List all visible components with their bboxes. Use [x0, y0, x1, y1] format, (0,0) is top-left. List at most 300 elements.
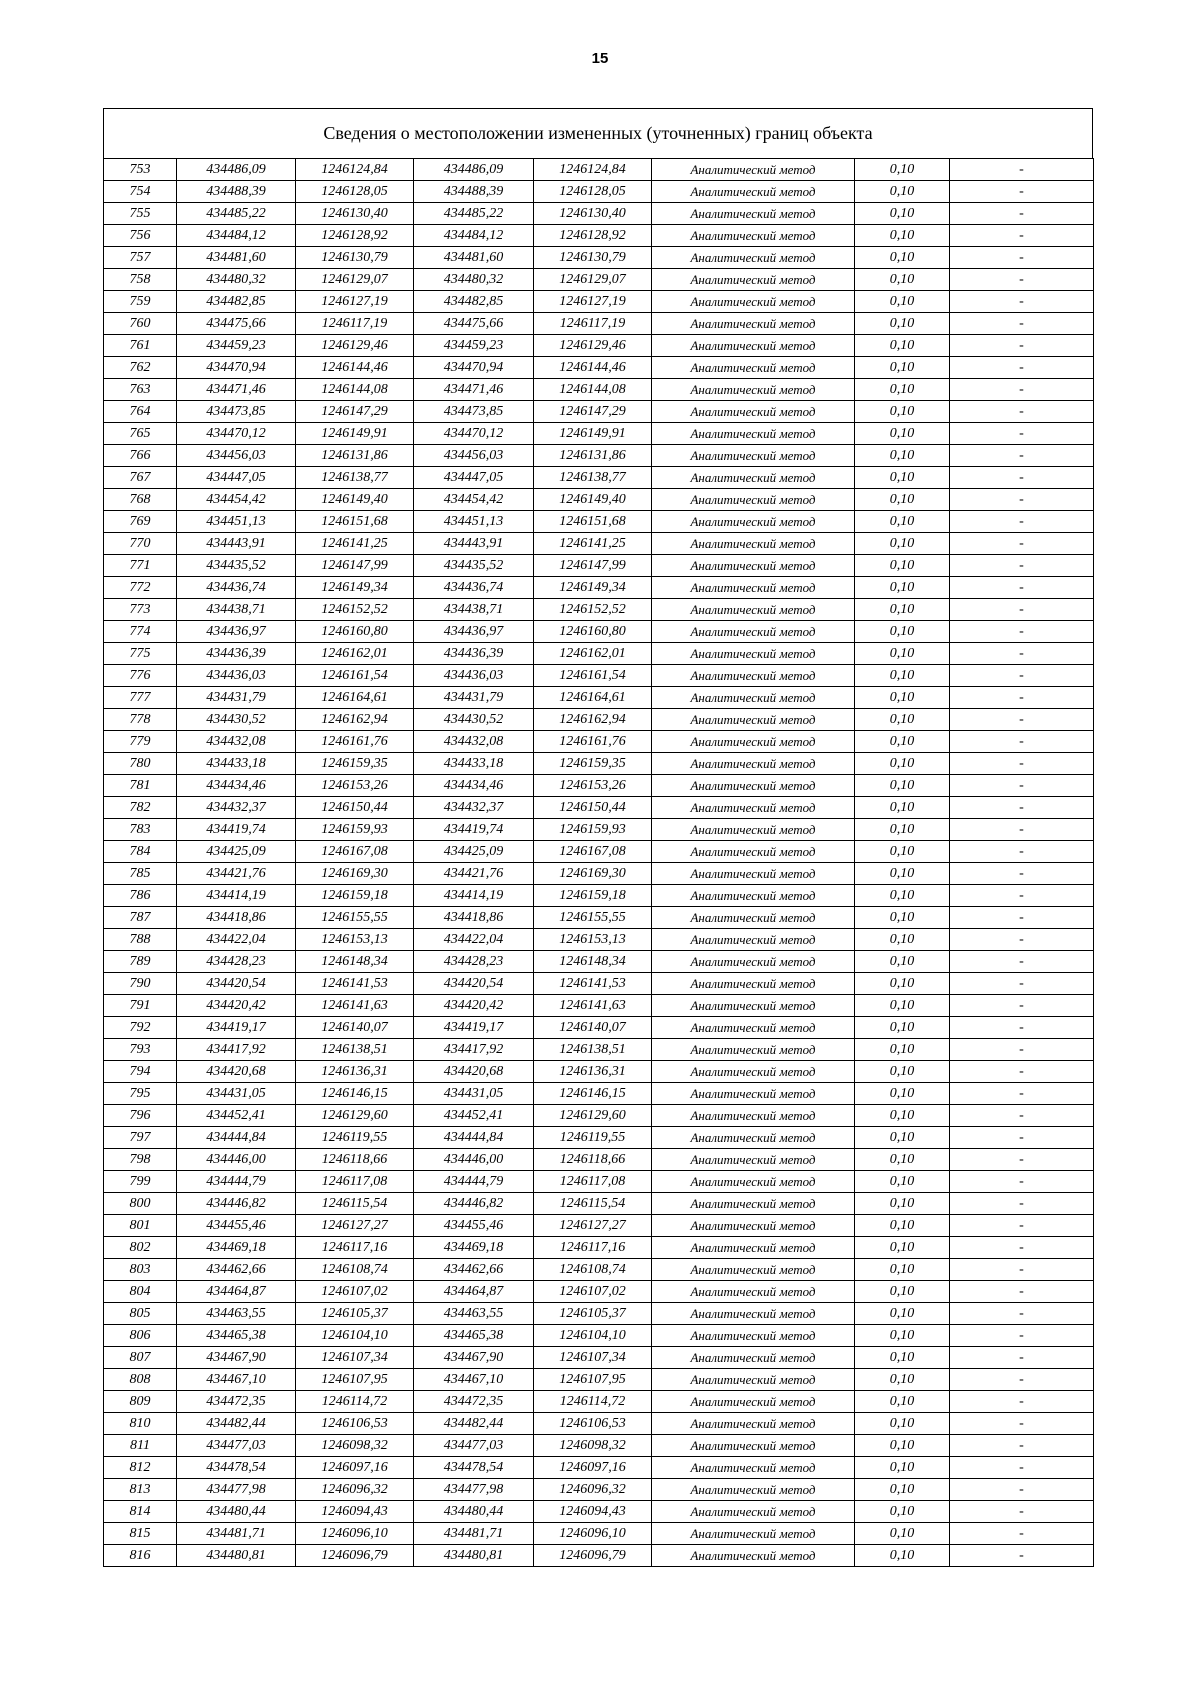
y-refined-cell: 1246096,10 — [534, 1523, 652, 1545]
x-refined-cell: 434438,71 — [414, 599, 534, 621]
point-number-cell: 806 — [104, 1325, 177, 1347]
y-existing-cell: 1246138,51 — [296, 1039, 414, 1061]
x-refined-cell: 434477,98 — [414, 1479, 534, 1501]
y-existing-cell: 1246117,08 — [296, 1171, 414, 1193]
y-existing-cell: 1246151,68 — [296, 511, 414, 533]
y-refined-cell: 1246115,54 — [534, 1193, 652, 1215]
x-refined-cell: 434432,08 — [414, 731, 534, 753]
x-existing-cell: 434444,84 — [177, 1127, 296, 1149]
y-existing-cell: 1246161,76 — [296, 731, 414, 753]
y-refined-cell: 1246130,79 — [534, 247, 652, 269]
method-cell: Аналитический метод — [652, 1215, 855, 1237]
note-cell: - — [950, 599, 1094, 621]
point-number-cell: 755 — [104, 203, 177, 225]
precision-cell: 0,10 — [855, 423, 950, 445]
table-row — [104, 1017, 1094, 1039]
note-cell: - — [950, 929, 1094, 951]
note-cell: - — [950, 1325, 1094, 1347]
method-cell: Аналитический метод — [652, 599, 855, 621]
table-row — [104, 1215, 1094, 1237]
point-number-cell: 803 — [104, 1259, 177, 1281]
y-existing-cell: 1246148,34 — [296, 951, 414, 973]
y-refined-cell: 1246107,95 — [534, 1369, 652, 1391]
table-row — [104, 599, 1094, 621]
y-existing-cell: 1246130,40 — [296, 203, 414, 225]
x-existing-cell: 434420,54 — [177, 973, 296, 995]
y-refined-cell: 1246129,07 — [534, 269, 652, 291]
y-existing-cell: 1246098,32 — [296, 1435, 414, 1457]
x-refined-cell: 434431,79 — [414, 687, 534, 709]
point-number-cell: 774 — [104, 621, 177, 643]
y-existing-cell: 1246114,72 — [296, 1391, 414, 1413]
precision-cell: 0,10 — [855, 203, 950, 225]
note-cell: - — [950, 445, 1094, 467]
y-refined-cell: 1246159,35 — [534, 753, 652, 775]
precision-cell: 0,10 — [855, 731, 950, 753]
y-existing-cell: 1246119,55 — [296, 1127, 414, 1149]
note-cell: - — [950, 621, 1094, 643]
table-row — [104, 1259, 1094, 1281]
y-refined-cell: 1246118,66 — [534, 1149, 652, 1171]
precision-cell: 0,10 — [855, 1435, 950, 1457]
y-existing-cell: 1246129,46 — [296, 335, 414, 357]
method-cell: Аналитический метод — [652, 951, 855, 973]
precision-cell: 0,10 — [855, 819, 950, 841]
y-existing-cell: 1246150,44 — [296, 797, 414, 819]
precision-cell: 0,10 — [855, 599, 950, 621]
precision-cell: 0,10 — [855, 1127, 950, 1149]
y-refined-cell: 1246160,80 — [534, 621, 652, 643]
point-number-cell: 794 — [104, 1061, 177, 1083]
note-cell: - — [950, 1061, 1094, 1083]
note-cell: - — [950, 247, 1094, 269]
y-existing-cell: 1246146,15 — [296, 1083, 414, 1105]
x-refined-cell: 434465,38 — [414, 1325, 534, 1347]
method-cell: Аналитический метод — [652, 1017, 855, 1039]
table-row — [104, 797, 1094, 819]
x-existing-cell: 434414,19 — [177, 885, 296, 907]
method-cell: Аналитический метод — [652, 973, 855, 995]
x-refined-cell: 434475,66 — [414, 313, 534, 335]
y-refined-cell: 1246144,46 — [534, 357, 652, 379]
y-refined-cell: 1246162,94 — [534, 709, 652, 731]
table-row — [104, 511, 1094, 533]
y-existing-cell: 1246162,01 — [296, 643, 414, 665]
table-row — [104, 533, 1094, 555]
y-refined-cell: 1246141,53 — [534, 973, 652, 995]
y-existing-cell: 1246162,94 — [296, 709, 414, 731]
precision-cell: 0,10 — [855, 1193, 950, 1215]
point-number-cell: 795 — [104, 1083, 177, 1105]
y-refined-cell: 1246128,05 — [534, 181, 652, 203]
method-cell: Аналитический метод — [652, 797, 855, 819]
precision-cell: 0,10 — [855, 401, 950, 423]
y-refined-cell: 1246138,51 — [534, 1039, 652, 1061]
x-existing-cell: 434428,23 — [177, 951, 296, 973]
x-refined-cell: 434425,09 — [414, 841, 534, 863]
y-existing-cell: 1246141,63 — [296, 995, 414, 1017]
table-row — [104, 731, 1094, 753]
method-cell: Аналитический метод — [652, 247, 855, 269]
table-row — [104, 621, 1094, 643]
precision-cell: 0,10 — [855, 1105, 950, 1127]
note-cell: - — [950, 313, 1094, 335]
precision-cell: 0,10 — [855, 1017, 950, 1039]
y-existing-cell: 1246129,60 — [296, 1105, 414, 1127]
precision-cell: 0,10 — [855, 291, 950, 313]
x-refined-cell: 434447,05 — [414, 467, 534, 489]
point-number-cell: 785 — [104, 863, 177, 885]
table-title: Сведения о местоположении измененных (уточненных) границ объекта — [103, 108, 1093, 158]
x-refined-cell: 434464,87 — [414, 1281, 534, 1303]
point-number-cell: 777 — [104, 687, 177, 709]
point-number-cell: 809 — [104, 1391, 177, 1413]
method-cell: Аналитический метод — [652, 1061, 855, 1083]
note-cell: - — [950, 1171, 1094, 1193]
x-refined-cell: 434456,03 — [414, 445, 534, 467]
note-cell: - — [950, 269, 1094, 291]
x-refined-cell: 434451,13 — [414, 511, 534, 533]
method-cell: Аналитический метод — [652, 423, 855, 445]
x-refined-cell: 434480,44 — [414, 1501, 534, 1523]
x-refined-cell: 434435,52 — [414, 555, 534, 577]
y-existing-cell: 1246149,34 — [296, 577, 414, 599]
x-existing-cell: 434420,42 — [177, 995, 296, 1017]
precision-cell: 0,10 — [855, 379, 950, 401]
x-existing-cell: 434462,66 — [177, 1259, 296, 1281]
note-cell: - — [950, 841, 1094, 863]
x-refined-cell: 434486,09 — [414, 159, 534, 181]
table-row — [104, 1039, 1094, 1061]
method-cell: Аналитический метод — [652, 181, 855, 203]
x-existing-cell: 434446,00 — [177, 1149, 296, 1171]
point-number-cell: 799 — [104, 1171, 177, 1193]
point-number-cell: 791 — [104, 995, 177, 1017]
x-existing-cell: 434456,03 — [177, 445, 296, 467]
x-refined-cell: 434446,82 — [414, 1193, 534, 1215]
y-refined-cell: 1246098,32 — [534, 1435, 652, 1457]
table-row — [104, 753, 1094, 775]
precision-cell: 0,10 — [855, 577, 950, 599]
method-cell: Аналитический метод — [652, 1391, 855, 1413]
method-cell: Аналитический метод — [652, 555, 855, 577]
y-existing-cell: 1246149,40 — [296, 489, 414, 511]
precision-cell: 0,10 — [855, 753, 950, 775]
x-refined-cell: 434436,74 — [414, 577, 534, 599]
y-existing-cell: 1246147,99 — [296, 555, 414, 577]
point-number-cell: 757 — [104, 247, 177, 269]
boundary-sheet — [103, 108, 1093, 1567]
note-cell: - — [950, 225, 1094, 247]
y-refined-cell: 1246140,07 — [534, 1017, 652, 1039]
x-refined-cell: 434480,32 — [414, 269, 534, 291]
precision-cell: 0,10 — [855, 973, 950, 995]
precision-cell: 0,10 — [855, 775, 950, 797]
x-refined-cell: 434418,86 — [414, 907, 534, 929]
precision-cell: 0,10 — [855, 1237, 950, 1259]
y-refined-cell: 1246162,01 — [534, 643, 652, 665]
point-number-cell: 789 — [104, 951, 177, 973]
x-existing-cell: 434467,10 — [177, 1369, 296, 1391]
y-existing-cell: 1246104,10 — [296, 1325, 414, 1347]
y-refined-cell: 1246149,34 — [534, 577, 652, 599]
method-cell: Аналитический метод — [652, 1435, 855, 1457]
table-row — [104, 159, 1094, 181]
point-number-cell: 767 — [104, 467, 177, 489]
x-refined-cell: 434430,52 — [414, 709, 534, 731]
precision-cell: 0,10 — [855, 1413, 950, 1435]
point-number-cell: 773 — [104, 599, 177, 621]
note-cell: - — [950, 973, 1094, 995]
method-cell: Аналитический метод — [652, 863, 855, 885]
note-cell: - — [950, 577, 1094, 599]
point-number-cell: 800 — [104, 1193, 177, 1215]
y-existing-cell: 1246117,16 — [296, 1237, 414, 1259]
note-cell: - — [950, 995, 1094, 1017]
y-existing-cell: 1246108,74 — [296, 1259, 414, 1281]
x-refined-cell: 434444,84 — [414, 1127, 534, 1149]
point-number-cell: 811 — [104, 1435, 177, 1457]
precision-cell: 0,10 — [855, 335, 950, 357]
table-row — [104, 1545, 1094, 1567]
point-number-cell: 793 — [104, 1039, 177, 1061]
table-row — [104, 1501, 1094, 1523]
x-refined-cell: 434467,90 — [414, 1347, 534, 1369]
x-existing-cell: 434455,46 — [177, 1215, 296, 1237]
note-cell: - — [950, 1017, 1094, 1039]
y-existing-cell: 1246105,37 — [296, 1303, 414, 1325]
y-existing-cell: 1246118,66 — [296, 1149, 414, 1171]
y-refined-cell: 1246094,43 — [534, 1501, 652, 1523]
table-row — [104, 1435, 1094, 1457]
point-number-cell: 786 — [104, 885, 177, 907]
table-row — [104, 995, 1094, 1017]
y-refined-cell: 1246155,55 — [534, 907, 652, 929]
note-cell: - — [950, 423, 1094, 445]
y-existing-cell: 1246138,77 — [296, 467, 414, 489]
x-existing-cell: 434438,71 — [177, 599, 296, 621]
point-number-cell: 781 — [104, 775, 177, 797]
y-refined-cell: 1246153,13 — [534, 929, 652, 951]
x-existing-cell: 434488,39 — [177, 181, 296, 203]
precision-cell: 0,10 — [855, 247, 950, 269]
table-row — [104, 665, 1094, 687]
note-cell: - — [950, 1149, 1094, 1171]
x-existing-cell: 434477,98 — [177, 1479, 296, 1501]
x-existing-cell: 434418,86 — [177, 907, 296, 929]
table-row — [104, 1281, 1094, 1303]
x-refined-cell: 434420,68 — [414, 1061, 534, 1083]
point-number-cell: 766 — [104, 445, 177, 467]
y-refined-cell: 1246117,16 — [534, 1237, 652, 1259]
method-cell: Аналитический метод — [652, 511, 855, 533]
x-existing-cell: 434480,81 — [177, 1545, 296, 1567]
table-row — [104, 951, 1094, 973]
x-refined-cell: 434420,42 — [414, 995, 534, 1017]
method-cell: Аналитический метод — [652, 577, 855, 599]
x-existing-cell: 434436,03 — [177, 665, 296, 687]
method-cell: Аналитический метод — [652, 445, 855, 467]
precision-cell: 0,10 — [855, 181, 950, 203]
y-refined-cell: 1246117,08 — [534, 1171, 652, 1193]
table-row — [104, 467, 1094, 489]
table-row — [104, 247, 1094, 269]
y-refined-cell: 1246161,54 — [534, 665, 652, 687]
y-refined-cell: 1246097,16 — [534, 1457, 652, 1479]
y-existing-cell: 1246129,07 — [296, 269, 414, 291]
point-number-cell: 779 — [104, 731, 177, 753]
x-refined-cell: 434473,85 — [414, 401, 534, 423]
method-cell: Аналитический метод — [652, 159, 855, 181]
x-existing-cell: 434481,71 — [177, 1523, 296, 1545]
note-cell: - — [950, 1369, 1094, 1391]
method-cell: Аналитический метод — [652, 401, 855, 423]
point-number-cell: 761 — [104, 335, 177, 357]
table-row — [104, 643, 1094, 665]
y-refined-cell: 1246108,74 — [534, 1259, 652, 1281]
y-existing-cell: 1246140,07 — [296, 1017, 414, 1039]
y-existing-cell: 1246107,95 — [296, 1369, 414, 1391]
precision-cell: 0,10 — [855, 159, 950, 181]
x-existing-cell: 434472,35 — [177, 1391, 296, 1413]
method-cell: Аналитический метод — [652, 907, 855, 929]
x-refined-cell: 434444,79 — [414, 1171, 534, 1193]
method-cell: Аналитический метод — [652, 731, 855, 753]
x-existing-cell: 434432,37 — [177, 797, 296, 819]
precision-cell: 0,10 — [855, 1391, 950, 1413]
method-cell: Аналитический метод — [652, 1105, 855, 1127]
method-cell: Аналитический метод — [652, 621, 855, 643]
precision-cell: 0,10 — [855, 621, 950, 643]
method-cell: Аналитический метод — [652, 775, 855, 797]
method-cell: Аналитический метод — [652, 1303, 855, 1325]
point-number-cell: 753 — [104, 159, 177, 181]
y-existing-cell: 1246127,19 — [296, 291, 414, 313]
y-refined-cell: 1246127,27 — [534, 1215, 652, 1237]
table-row — [104, 1457, 1094, 1479]
table-row — [104, 1061, 1094, 1083]
x-refined-cell: 434443,91 — [414, 533, 534, 555]
point-number-cell: 813 — [104, 1479, 177, 1501]
x-existing-cell: 434482,44 — [177, 1413, 296, 1435]
precision-cell: 0,10 — [855, 665, 950, 687]
y-existing-cell: 1246131,86 — [296, 445, 414, 467]
point-number-cell: 764 — [104, 401, 177, 423]
note-cell: - — [950, 797, 1094, 819]
note-cell: - — [950, 357, 1094, 379]
table-row — [104, 335, 1094, 357]
precision-cell: 0,10 — [855, 687, 950, 709]
page-number: 15 — [591, 50, 609, 67]
table-body — [104, 159, 1094, 1567]
precision-cell: 0,10 — [855, 269, 950, 291]
precision-cell: 0,10 — [855, 533, 950, 555]
y-existing-cell: 1246144,46 — [296, 357, 414, 379]
point-number-cell: 812 — [104, 1457, 177, 1479]
x-refined-cell: 434436,39 — [414, 643, 534, 665]
table-row — [104, 1127, 1094, 1149]
note-cell: - — [950, 555, 1094, 577]
method-cell: Аналитический метод — [652, 1039, 855, 1061]
y-refined-cell: 1246141,25 — [534, 533, 652, 555]
x-refined-cell: 434431,05 — [414, 1083, 534, 1105]
x-existing-cell: 434480,32 — [177, 269, 296, 291]
note-cell: - — [950, 1545, 1094, 1567]
point-number-cell: 768 — [104, 489, 177, 511]
method-cell: Аналитический метод — [652, 1479, 855, 1501]
table-row — [104, 1325, 1094, 1347]
method-cell: Аналитический метод — [652, 995, 855, 1017]
point-number-cell: 758 — [104, 269, 177, 291]
note-cell: - — [950, 1105, 1094, 1127]
table-row — [104, 1237, 1094, 1259]
x-existing-cell: 434432,08 — [177, 731, 296, 753]
point-number-cell: 796 — [104, 1105, 177, 1127]
point-number-cell: 784 — [104, 841, 177, 863]
coordinates-table — [103, 158, 1094, 1567]
y-refined-cell: 1246106,53 — [534, 1413, 652, 1435]
x-existing-cell: 434451,13 — [177, 511, 296, 533]
x-refined-cell: 434472,35 — [414, 1391, 534, 1413]
note-cell: - — [950, 1347, 1094, 1369]
precision-cell: 0,10 — [855, 445, 950, 467]
point-number-cell: 815 — [104, 1523, 177, 1545]
point-number-cell: 816 — [104, 1545, 177, 1567]
y-existing-cell: 1246096,10 — [296, 1523, 414, 1545]
x-refined-cell: 434419,17 — [414, 1017, 534, 1039]
y-refined-cell: 1246107,34 — [534, 1347, 652, 1369]
note-cell: - — [950, 885, 1094, 907]
precision-cell: 0,10 — [855, 1325, 950, 1347]
x-existing-cell: 434464,87 — [177, 1281, 296, 1303]
note-cell: - — [950, 907, 1094, 929]
x-refined-cell: 434459,23 — [414, 335, 534, 357]
method-cell: Аналитический метод — [652, 379, 855, 401]
table-row — [104, 1479, 1094, 1501]
note-cell: - — [950, 1479, 1094, 1501]
y-existing-cell: 1246127,27 — [296, 1215, 414, 1237]
x-existing-cell: 434433,18 — [177, 753, 296, 775]
x-existing-cell: 434482,85 — [177, 291, 296, 313]
table-row — [104, 1083, 1094, 1105]
x-refined-cell: 434462,66 — [414, 1259, 534, 1281]
x-existing-cell: 434434,46 — [177, 775, 296, 797]
method-cell: Аналитический метод — [652, 225, 855, 247]
y-existing-cell: 1246130,79 — [296, 247, 414, 269]
x-existing-cell: 434443,91 — [177, 533, 296, 555]
y-existing-cell: 1246159,93 — [296, 819, 414, 841]
x-refined-cell: 434420,54 — [414, 973, 534, 995]
note-cell: - — [950, 863, 1094, 885]
method-cell: Аналитический метод — [652, 1545, 855, 1567]
point-number-cell: 783 — [104, 819, 177, 841]
y-refined-cell: 1246167,08 — [534, 841, 652, 863]
method-cell: Аналитический метод — [652, 1501, 855, 1523]
y-refined-cell: 1246104,10 — [534, 1325, 652, 1347]
point-number-cell: 770 — [104, 533, 177, 555]
note-cell: - — [950, 665, 1094, 687]
method-cell: Аналитический метод — [652, 929, 855, 951]
table-row — [104, 1391, 1094, 1413]
method-cell: Аналитический метод — [652, 1325, 855, 1347]
point-number-cell: 790 — [104, 973, 177, 995]
precision-cell: 0,10 — [855, 489, 950, 511]
y-existing-cell: 1246128,05 — [296, 181, 414, 203]
precision-cell: 0,10 — [855, 995, 950, 1017]
note-cell: - — [950, 753, 1094, 775]
y-refined-cell: 1246141,63 — [534, 995, 652, 1017]
x-refined-cell: 434469,18 — [414, 1237, 534, 1259]
